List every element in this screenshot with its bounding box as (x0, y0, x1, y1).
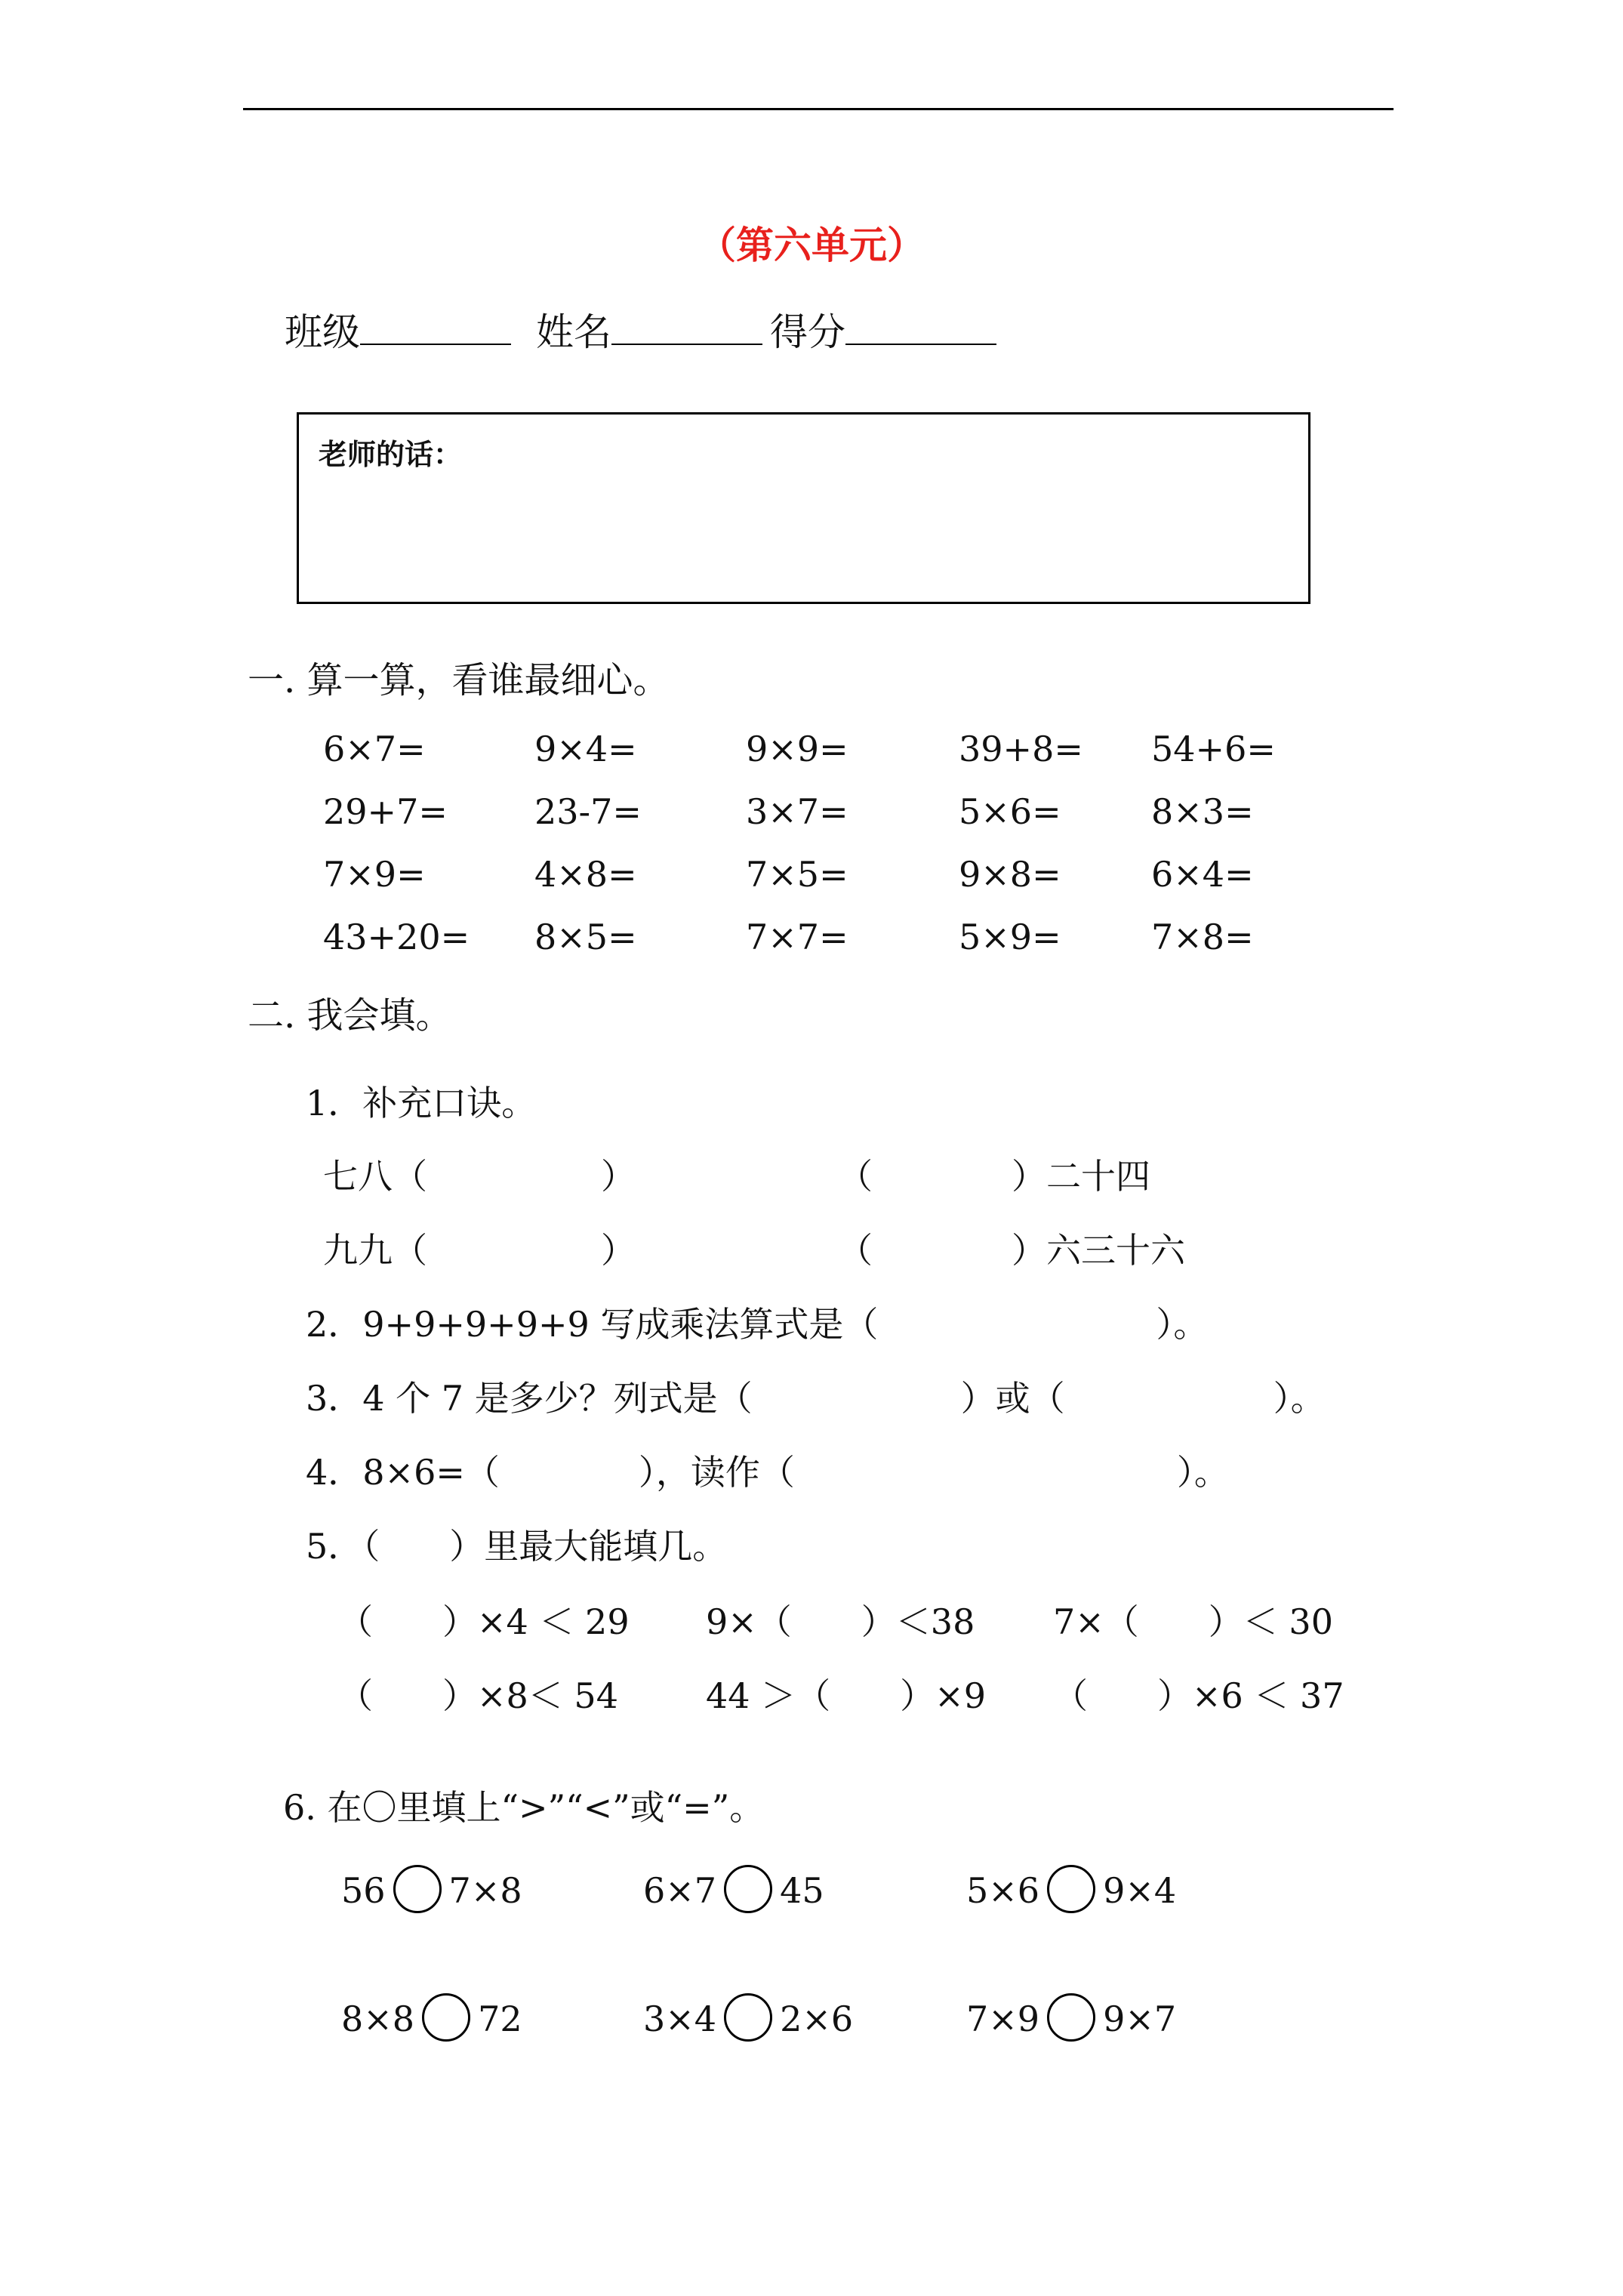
compare-item: 6×7 45 (643, 1869, 824, 1918)
page-title: （第六单元） (698, 223, 925, 267)
compare-circle[interactable] (393, 1865, 442, 1913)
calc-item: 6×4= (1151, 854, 1254, 895)
q1-rhyme-item: （ ）二十四 (838, 1156, 1150, 1197)
q5-item: 44 ＞（ ）×9 (706, 1675, 986, 1716)
q4-text: 4．8×6=（ ），读作（ ）。 (306, 1452, 1229, 1493)
calc-item: 5×6= (959, 791, 1061, 832)
calc-item: 9×4= (534, 729, 637, 769)
q1-rhyme-item: 九九（ ） (323, 1230, 636, 1271)
calc-item: 54+6= (1151, 729, 1276, 769)
name-label: 姓名 (536, 310, 611, 354)
calc-item: 4×8= (534, 854, 637, 895)
q5-item: 7×（ ）＜ 30 (1053, 1601, 1333, 1642)
q5-item: （ ）×6 ＜ 37 (1053, 1675, 1344, 1716)
compare-item: 8×8 72 (341, 1998, 522, 2046)
section1-heading: 一. 算一算，看谁最细心。 (248, 659, 670, 701)
class-blank[interactable] (360, 309, 511, 345)
score-blank[interactable] (845, 309, 996, 345)
q5-item: （ ）×8＜ 54 (338, 1675, 618, 1716)
header-rule (243, 108, 1394, 110)
name-field[interactable] (536, 302, 784, 356)
calc-item: 7×9= (323, 854, 426, 895)
class-field[interactable] (285, 302, 532, 356)
calc-item: 7×5= (746, 854, 848, 895)
class-label: 班级 (285, 310, 360, 354)
compare-circle[interactable] (1047, 1993, 1095, 2042)
q5-item: 9×（ ）＜38 (706, 1601, 975, 1642)
q1-rhyme-item: 七八（ ） (323, 1156, 636, 1197)
calc-item: 8×5= (534, 917, 637, 957)
teacher-comment-label: 老师的话： (319, 438, 463, 471)
calc-item: 5×9= (959, 917, 1061, 957)
section2-heading: 二. 我会填。 (248, 994, 452, 1037)
calc-item: 29+7= (323, 791, 448, 832)
compare-item: 5×6 9×4 (966, 1869, 1176, 1918)
calc-item: 6×7= (323, 729, 426, 769)
calc-item: 7×7= (746, 917, 848, 957)
score-label: 得分 (770, 310, 845, 354)
q2-text: 2．9+9+9+9+9 写成乘法算式是（ ）。 (306, 1304, 1209, 1345)
teacher-comment-box (297, 412, 1310, 604)
compare-circle[interactable] (724, 1993, 772, 2042)
calc-item: 43+20= (323, 917, 470, 957)
calc-item: 23-7= (534, 791, 642, 832)
q1-rhyme-item: （ ）六三十六 (838, 1230, 1185, 1271)
name-blank[interactable] (611, 309, 762, 345)
compare-circle[interactable] (422, 1993, 470, 2042)
compare-circle[interactable] (724, 1865, 772, 1913)
calc-item: 8×3= (1151, 791, 1254, 832)
q1-title: 1．补充口诀。 (306, 1083, 537, 1123)
calc-item: 9×8= (959, 854, 1061, 895)
q5-item: （ ）×4 ＜ 29 (338, 1601, 630, 1642)
compare-item: 3×4 2×6 (643, 1998, 853, 2046)
calc-item: 39+8= (959, 729, 1083, 769)
q6-title: 6. 在〇里填上“>”“<”或“=”。 (283, 1787, 765, 1828)
calc-item: 3×7= (746, 791, 848, 832)
compare-item: 56 7×8 (341, 1869, 522, 1918)
calc-item: 9×9= (746, 729, 848, 769)
q3-text: 3．4 个 7 是多少？列式是（ ）或（ ）。 (306, 1378, 1326, 1419)
calc-item: 7×8= (1151, 917, 1254, 957)
compare-item: 7×9 9×7 (966, 1998, 1176, 2046)
q5-title: 5．（ ）里最大能填几。 (306, 1526, 728, 1567)
score-field[interactable] (770, 302, 1018, 356)
compare-circle[interactable] (1047, 1865, 1095, 1913)
